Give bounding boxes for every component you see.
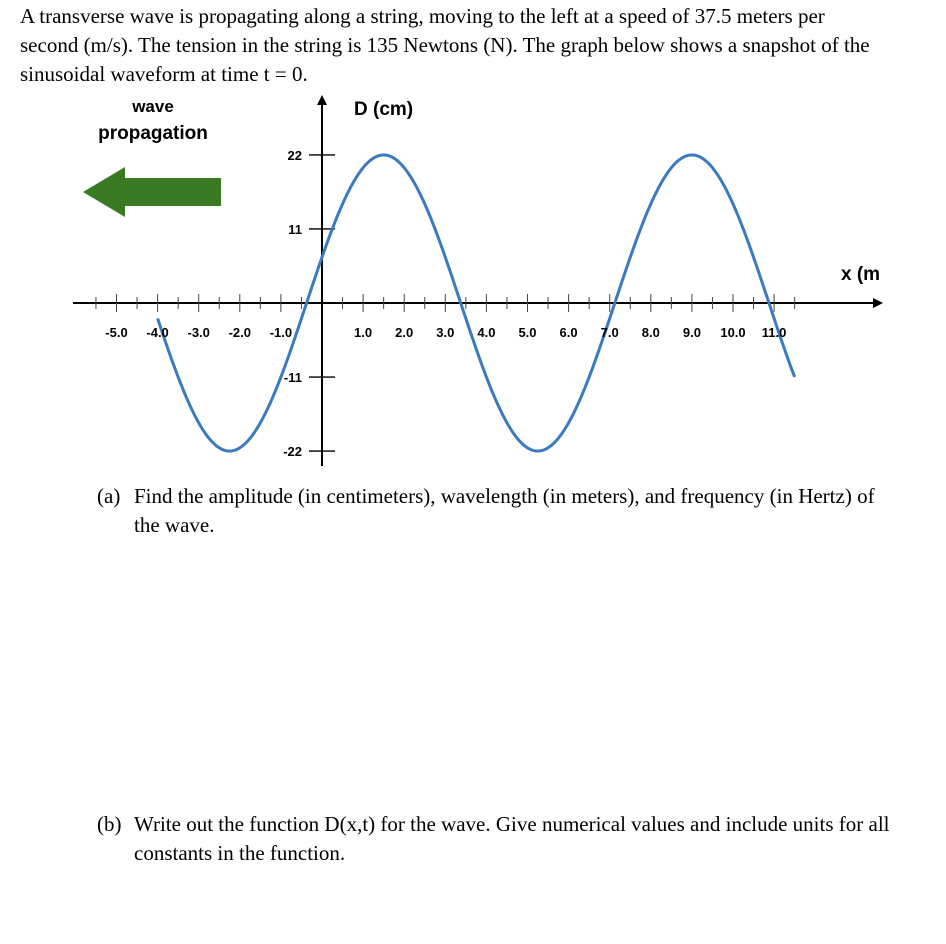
x-tick-label: 2.0 (395, 325, 414, 340)
propagation-arrow (83, 167, 221, 217)
x-tick-label: -5.0 (105, 325, 128, 340)
x-tick-label: 4.0 (477, 325, 496, 340)
x-tick-label: -4.0 (146, 325, 169, 340)
x-axis-label: x (m (841, 264, 881, 285)
x-tick-label: 6.0 (559, 325, 578, 340)
x-tick-label: 10.0 (720, 325, 746, 340)
x-tick-label: -1.0 (269, 325, 293, 340)
question-b (97, 810, 897, 868)
question-b-label: (b) (97, 812, 122, 836)
x-tick-label: 1.0 (354, 325, 373, 340)
question-b-text: Write out the function D(x,t) for the wave. Give numerical values and include units for all constants in the function. (134, 812, 890, 865)
left-arrow-icon (83, 167, 221, 217)
question-a (97, 482, 887, 540)
x-tick-label: -3.0 (187, 325, 210, 340)
y-tick-label: 22 (287, 147, 302, 163)
question-a-text: Find the amplitude (in centimeters), wavelength (in meters), and frequency (in Hertz) of the wave. (134, 484, 875, 537)
x-tick-label: 3.0 (436, 325, 455, 340)
x-tick-label: 7.0 (600, 325, 619, 340)
x-tick-label: 5.0 (518, 325, 537, 340)
propagation-label-line2: propagation (98, 123, 208, 144)
y-tick-label: -22 (283, 444, 302, 460)
x-tick-label: 11.0 (761, 325, 787, 340)
problem-intro: A transverse wave is propagating along a string, moving to the left at a speed of 37.5 meters per second (m/s). The tension in the string is 135 Newtons (N). The graph below shows a snapshot of the sinusoidal waveform at time t = 0. (20, 4, 870, 86)
x-tick-label: 8.0 (641, 325, 660, 340)
x-tick-label: 9.0 (682, 325, 701, 340)
y-tick-label: -11 (283, 370, 302, 386)
y-axis-label: D (cm) (354, 99, 414, 120)
x-tick-label: -2.0 (228, 325, 252, 340)
y-tick-label: 11 (288, 221, 302, 237)
question-a-label: (a) (97, 484, 121, 508)
propagation-label-line1: wave (132, 97, 174, 116)
